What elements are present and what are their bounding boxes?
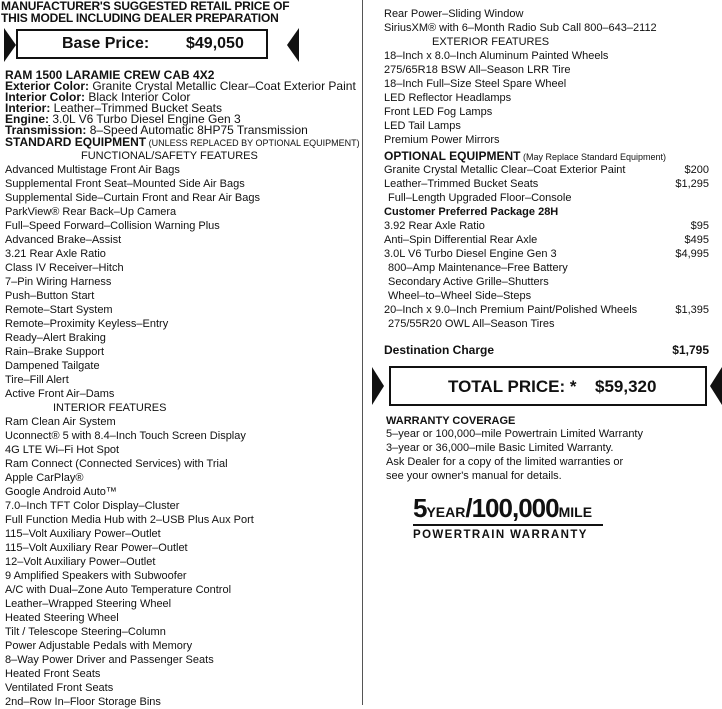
transmission-value: 8–Speed Automatic 8HP75 Transmission: [86, 123, 308, 137]
interior-value: Leather–Trimmed Bucket Seats: [50, 101, 222, 115]
functional-feature-item: Supplemental Front Seat–Mounted Side Air Bags: [5, 178, 245, 190]
optional-equipment-row: [380, 219, 722, 233]
optional-item-name: Full–Length Upgraded Floor–Console: [388, 192, 572, 204]
functional-feature-item: 7–Pin Wiring Harness: [5, 276, 112, 288]
functional-feature-item: ParkView® Rear Back–Up Camera: [5, 206, 177, 218]
model-name: RAM 1500 LARAMIE CREW CAB 4X2: [5, 68, 215, 82]
optional-item-name: 275/55R20 OWL All–Season Tires: [388, 318, 555, 330]
powertrain-warranty-logo: [413, 493, 609, 545]
optional-equipment-row: [380, 247, 722, 261]
interior-feature-item: Uconnect® 5 with 8.4–Inch Touch Screen Display: [5, 430, 246, 442]
exterior-features-heading: EXTERIOR FEATURES: [432, 36, 550, 48]
optional-item-name: Customer Preferred Package 28H: [384, 206, 559, 218]
base-price-value: $49,050: [186, 35, 244, 52]
optional-item-name: 3.0L V6 Turbo Diesel Engine Gen 3: [384, 248, 557, 260]
optional-equipment-row: [380, 261, 722, 275]
optional-item-name: Wheel–to–Wheel Side–Steps: [388, 290, 532, 302]
exterior-feature-item: Front LED Fog Lamps: [384, 106, 493, 118]
interior-feature-item: Heated Front Seats: [5, 668, 101, 680]
base-price-label: Base Price:: [62, 35, 150, 52]
optional-equipment-row: [380, 275, 722, 289]
exterior-feature-item: LED Tail Lamps: [384, 120, 461, 132]
standard-equipment-heading: [5, 136, 360, 149]
optional-equipment-row: [380, 191, 722, 205]
interior-feature-item: Leather–Wrapped Steering Wheel: [5, 598, 172, 610]
functional-feature-item: Push–Button Start: [5, 290, 95, 302]
interior-features-continued-list: [380, 7, 722, 35]
warranty-line: 3–year or 36,000–mile Basic Limited Warranty.: [386, 442, 614, 454]
interior-feature-item: 4G LTE Wi–Fi Hot Spot: [5, 444, 120, 456]
interior-color-label: Interior Color:: [5, 90, 85, 104]
transmission-label: Transmission:: [5, 123, 87, 137]
engine-label: Engine:: [5, 112, 49, 126]
interior-feature-item: Ram Clean Air System: [5, 416, 116, 428]
msrp-heading-line1: MANUFACTURER'S SUGGESTED RETAIL PRICE OF: [1, 0, 290, 13]
interior-feature-item: 115–Volt Auxiliary Power–Outlet: [5, 528, 161, 540]
functional-feature-item: Advanced Brake–Assist: [5, 234, 122, 246]
triangle-right-icon: [4, 28, 16, 62]
optional-item-price: $95: [690, 220, 709, 232]
total-price-section: [380, 363, 722, 409]
interior-feature-item: Power Adjustable Pedals with Memory: [5, 640, 193, 652]
optional-item-name: Granite Crystal Metallic Clear–Coat Exterior Paint: [384, 164, 626, 176]
base-price-box: [16, 29, 268, 59]
interior-feature-item: A/C with Dual–Zone Auto Temperature Control: [5, 584, 232, 596]
interior-features-list: [0, 415, 360, 709]
interior-feature-item: 2nd–Row In–Floor Storage Bins: [5, 696, 161, 708]
functional-feature-item: 3.21 Rear Axle Ratio: [5, 248, 106, 260]
functional-feature-item: Remote–Start System: [5, 304, 113, 316]
interior-feature-item: Apple CarPlay®: [5, 472, 84, 484]
functional-feature-item: Supplemental Side–Curtain Front and Rear Air Bags: [5, 192, 260, 204]
warranty-line: Ask Dealer for a copy of the limited warranties or: [386, 456, 624, 468]
warranty-line: see your owner's manual for details.: [386, 470, 562, 482]
optional-equipment-note: (May Replace Standard Equipment): [520, 152, 667, 162]
exterior-feature-item: 275/65R18 BSW All–Season LRR Tire: [384, 64, 571, 76]
warranty-logo-rule: [413, 524, 603, 526]
optional-equipment-row: [380, 205, 722, 219]
interior-feature-item: 9 Amplified Speakers with Subwoofer: [5, 570, 187, 582]
functional-feature-item: Ready–Alert Braking: [5, 332, 106, 344]
warranty-lines: [380, 427, 722, 483]
total-price-value: $59,320: [595, 377, 657, 396]
optional-equipment-row: [380, 317, 722, 331]
exterior-feature-item: Premium Power Mirrors: [384, 134, 500, 146]
standard-equipment-note: (UNLESS REPLACED BY OPTIONAL EQUIPMENT): [146, 138, 360, 148]
interior-feature-item: 8–Way Power Driver and Passenger Seats: [5, 654, 214, 666]
interior-feature-item: 115–Volt Auxiliary Rear Power–Outlet: [5, 542, 188, 554]
interior-feature-item: SiriusXM® with 6–Month Radio Sub Call 800–643–2112: [384, 22, 657, 34]
optional-item-name: Leather–Trimmed Bucket Seats: [384, 178, 539, 190]
optional-item-price: $1,295: [675, 178, 709, 190]
destination-charge-label: Destination Charge: [384, 343, 495, 357]
optional-equipment-row: [380, 163, 722, 177]
functional-feature-item: Remote–Proximity Keyless–Entry: [5, 318, 169, 330]
interior-feature-item: Ventilated Front Seats: [5, 682, 114, 694]
exterior-feature-item: 18–Inch Full–Size Steel Spare Wheel: [384, 78, 567, 90]
optional-item-name: 20–Inch x 9.0–Inch Premium Paint/Polished Wheels: [384, 304, 638, 316]
exterior-feature-item: LED Reflector Headlamps: [384, 92, 512, 104]
optional-equipment-row: [380, 177, 722, 191]
interior-label: Interior:: [5, 101, 51, 115]
optional-item-name: 3.92 Rear Axle Ratio: [384, 220, 485, 232]
interior-feature-item: 12–Volt Auxiliary Power–Outlet: [5, 556, 156, 568]
standard-equipment-title: STANDARD EQUIPMENT: [5, 135, 147, 149]
functional-feature-item: Dampened Tailgate: [5, 360, 100, 372]
functional-feature-item: Rain–Brake Support: [5, 346, 105, 358]
optional-item-price: $495: [684, 234, 709, 246]
warranty-logo-bottom: POWERTRAIN WARRANTY: [413, 529, 588, 541]
optional-item-price: $1,395: [675, 304, 709, 316]
functional-safety-list: [0, 163, 360, 401]
optional-equipment-title: OPTIONAL EQUIPMENT: [384, 149, 521, 163]
functional-feature-item: Full–Speed Forward–Collision Warning Plus: [5, 220, 220, 232]
interior-feature-item: 7.0–Inch TFT Color Display–Cluster: [5, 500, 180, 512]
total-price-box: [389, 366, 707, 406]
interior-color-value: Black Interior Color: [85, 90, 191, 104]
optional-item-name: 800–Amp Maintenance–Free Battery: [388, 262, 568, 274]
optional-item-price: $200: [684, 164, 709, 176]
destination-charge-value: $1,795: [672, 343, 709, 357]
engine-value: 3.0L V6 Turbo Diesel Engine Gen 3: [49, 112, 241, 126]
exterior-color-label: Exterior Color:: [5, 79, 90, 93]
interior-feature-item: Full Function Media Hub with 2–USB Plus Aux Port: [5, 514, 254, 526]
base-price-section: [0, 26, 360, 64]
optional-equipment-heading: [384, 150, 722, 163]
triangle-left-icon: [287, 28, 299, 62]
optional-equipment-row: [380, 289, 722, 303]
left-column: [0, 0, 360, 708]
exterior-features-list: [380, 49, 722, 147]
optional-equipment-list: [380, 163, 722, 331]
warranty-line: 5–year or 100,000–mile Powertrain Limited Warranty: [386, 428, 643, 440]
functional-feature-item: Advanced Multistage Front Air Bags: [5, 164, 180, 176]
optional-item-name: Anti–Spin Differential Rear Axle: [384, 234, 538, 246]
optional-item-price: $4,995: [675, 248, 709, 260]
optional-equipment-row: [380, 303, 722, 317]
interior-feature-item: Heated Steering Wheel: [5, 612, 119, 624]
column-divider: [362, 0, 363, 705]
warranty-coverage-heading: WARRANTY COVERAGE: [386, 415, 516, 427]
total-price-label: TOTAL PRICE: *: [448, 377, 577, 396]
interior-feature-item: Ram Connect (Connected Services) with Trial: [5, 458, 228, 470]
right-column: [380, 0, 722, 705]
warranty-logo-top: 5YEAR/100,000MILE: [413, 493, 593, 523]
exterior-feature-item: 18–Inch x 8.0–Inch Aluminum Painted Wheels: [384, 50, 609, 62]
functional-feature-item: Active Front Air–Dams: [5, 388, 115, 400]
msrp-heading-line2: THIS MODEL INCLUDING DEALER PREPARATION: [1, 11, 279, 25]
functional-feature-item: Class IV Receiver–Hitch: [5, 262, 124, 274]
interior-feature-item: Rear Power–Sliding Window: [384, 8, 524, 20]
optional-equipment-row: [380, 233, 722, 247]
interior-features-heading: INTERIOR FEATURES: [53, 402, 167, 414]
interior-feature-item: Tilt / Telescope Steering–Column: [5, 626, 166, 638]
functional-safety-heading: FUNCTIONAL/SAFETY FEATURES: [81, 150, 258, 162]
triangle-left-icon: [710, 367, 722, 405]
exterior-color-value: Granite Crystal Metallic Clear–Coat Exterior Paint: [89, 79, 356, 93]
optional-item-name: Secondary Active Grille–Shutters: [388, 276, 549, 288]
destination-charge-row: [380, 343, 722, 359]
interior-feature-item: Google Android Auto™: [5, 486, 117, 498]
functional-feature-item: Tire–Fill Alert: [5, 374, 69, 386]
triangle-right-icon: [372, 367, 384, 405]
